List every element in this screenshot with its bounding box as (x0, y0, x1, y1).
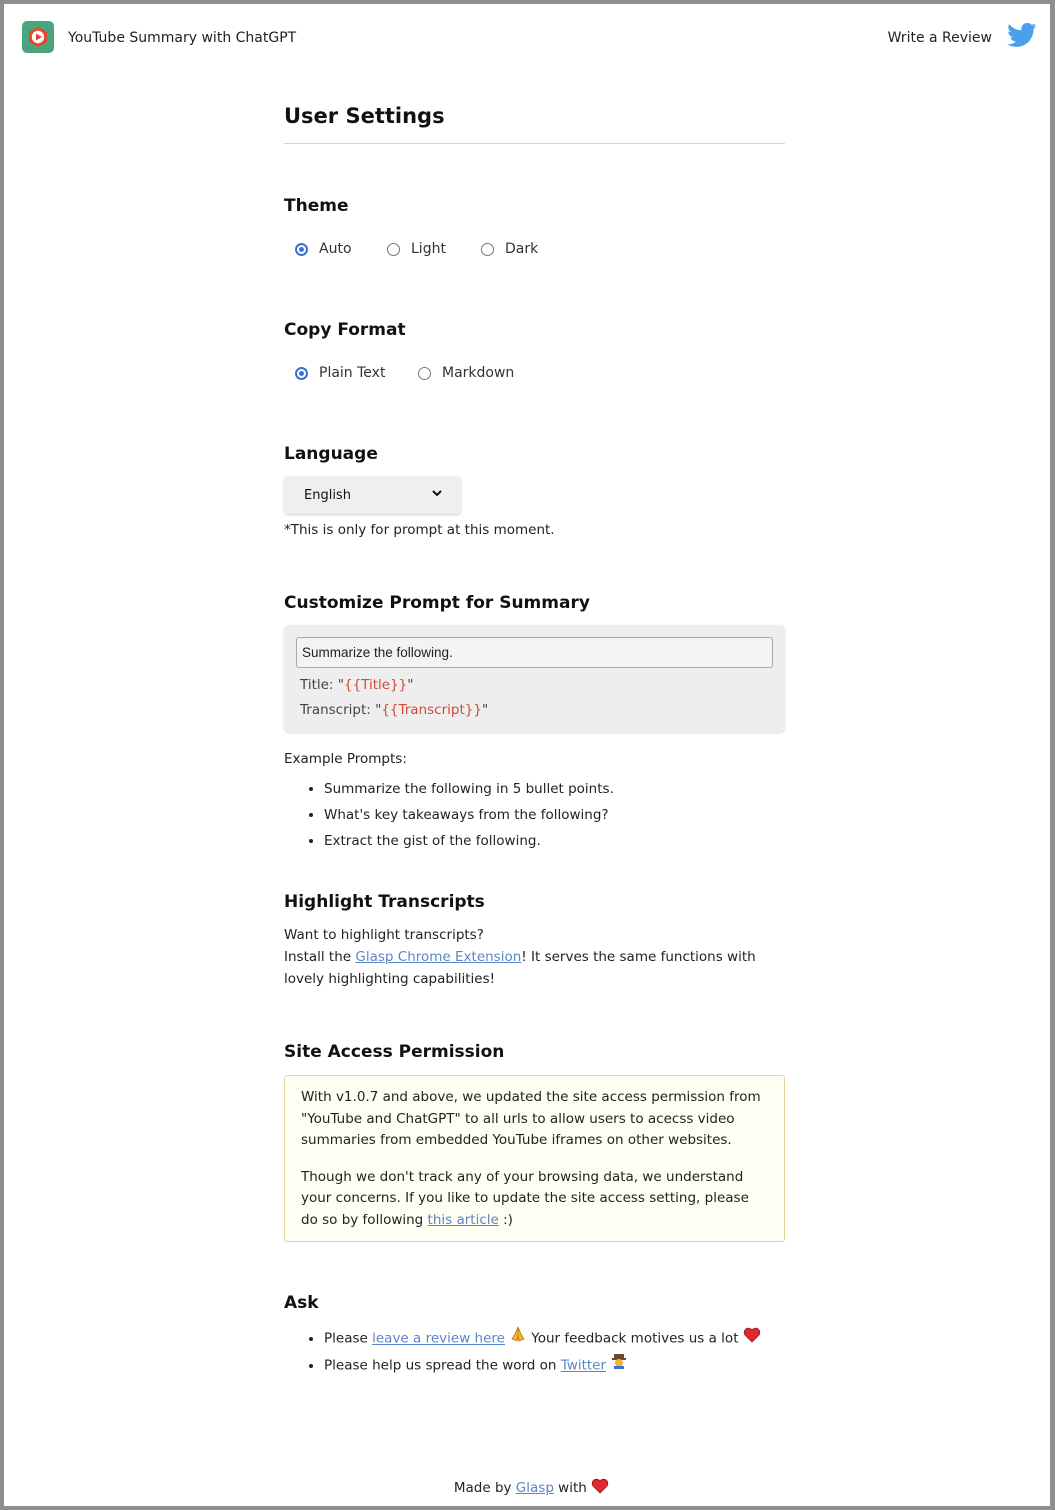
list-item: • Summarize the following in 5 bullet points. (324, 776, 614, 802)
permission-para2 (301, 1167, 768, 1232)
transcript-variable: {{Transcript}} (381, 702, 482, 718)
theme-option-dark[interactable] (481, 241, 538, 257)
copy-format-option-markdown[interactable] (418, 365, 514, 381)
ask-item1-suffix: Your feedback motives us a lot (526, 1330, 743, 1347)
highlight-install-prefix: Install the (284, 949, 356, 965)
write-review-link[interactable]: Write a Review (887, 30, 992, 46)
ask-item2-prefix: Please help us spread the word on (324, 1357, 561, 1374)
highlight-install-suffix: ! It serves the same functions with lovely highlighting capabilities! (284, 949, 756, 987)
title-variable: {{Title}} (343, 677, 408, 693)
prompt-title: Customize Prompt for Summary (284, 593, 590, 613)
copy-format-option-plain-text[interactable] (295, 365, 418, 381)
footer-suffix: with (553, 1480, 592, 1496)
theme-option-label: Auto (319, 241, 352, 257)
prompt-title-line (300, 677, 414, 693)
footer-prefix: Made by (453, 1480, 516, 1496)
example-prompts-label: Example Prompts: (284, 751, 407, 767)
list-item: • What's key takeaways from the following? (324, 802, 614, 828)
heart-icon (743, 1326, 761, 1352)
permission-title: Site Access Permission (284, 1042, 505, 1062)
folded-hands-icon (509, 1325, 527, 1352)
glasp-link[interactable]: Glasp (515, 1480, 554, 1496)
glasp-extension-link[interactable]: Glasp Chrome Extension (355, 949, 522, 965)
language-title: Language (284, 444, 378, 464)
theme-radio-auto[interactable] (295, 243, 308, 256)
ask-title: Ask (284, 1293, 319, 1313)
settings-main (284, 104, 785, 1374)
list-item (324, 1352, 761, 1379)
theme-option-light[interactable] (387, 241, 481, 257)
prompt-quote: " (407, 677, 414, 693)
copy-format-option-label: Markdown (442, 365, 515, 381)
permission-para1: With v1.0.7 and above, we updated the site access permission from "YouTube and ChatGPT" to all urls to allow users to acecss video summaries from embedded YouTube iframes on other websites. (301, 1089, 761, 1148)
youtube-summary-logo-icon (22, 21, 54, 53)
language-select[interactable] (284, 476, 461, 514)
theme-option-label: Light (411, 241, 446, 257)
permission-para2-suffix: :) (498, 1211, 513, 1228)
prompt-title-prefix: Title: " (300, 677, 344, 693)
chevron-down-icon (431, 487, 443, 503)
header (4, 4, 1050, 72)
twitter-link[interactable]: Twitter (560, 1357, 607, 1374)
theme-radio-group (295, 241, 538, 257)
footer (4, 1478, 1055, 1498)
list-item (324, 1325, 761, 1352)
prompt-quote: " (481, 702, 489, 718)
permission-para2-prefix: Though we don't track any of your browsing data, we understand your concerns. If you like to update the site access setting, please do so by following (301, 1168, 749, 1228)
heart-icon (591, 1478, 609, 1498)
copy-format-radio-plain-text[interactable] (295, 367, 308, 380)
ask-list (324, 1325, 761, 1379)
theme-radio-light[interactable] (387, 243, 400, 256)
prompt-transcript-line (300, 702, 488, 718)
theme-option-label: Dark (505, 241, 539, 257)
copy-format-option-label: Plain Text (319, 365, 386, 381)
highlight-line1: Want to highlight transcripts? (284, 927, 484, 943)
highlight-description (284, 924, 785, 990)
example-prompts-list (324, 776, 614, 854)
detective-icon (610, 1352, 628, 1379)
language-selected-value: English (304, 487, 351, 503)
theme-radio-dark[interactable] (481, 243, 494, 256)
twitter-icon[interactable] (1006, 20, 1038, 50)
ask-item1-prefix: Please (324, 1330, 373, 1347)
list-item: • Extract the gist of the following. (324, 828, 614, 854)
copy-format-radio-markdown[interactable] (418, 367, 431, 380)
theme-title: Theme (284, 196, 349, 216)
language-note: *This is only for prompt at this moment. (284, 522, 555, 538)
copy-format-radio-group (295, 365, 514, 381)
page-title: User Settings (284, 104, 785, 144)
prompt-transcript-prefix: Transcript: " (300, 702, 382, 718)
highlight-title: Highlight Transcripts (284, 892, 485, 912)
app-title: YouTube Summary with ChatGPT (68, 30, 297, 46)
theme-option-auto[interactable] (295, 241, 387, 257)
prompt-editor (284, 625, 785, 732)
prompt-input[interactable]: Summarize the following. (296, 637, 773, 668)
highlight-line2 (284, 946, 785, 990)
permission-notice (284, 1075, 785, 1242)
copy-format-title: Copy Format (284, 320, 406, 340)
this-article-link[interactable]: this article (427, 1211, 499, 1228)
leave-review-link[interactable]: leave a review here (372, 1330, 505, 1347)
